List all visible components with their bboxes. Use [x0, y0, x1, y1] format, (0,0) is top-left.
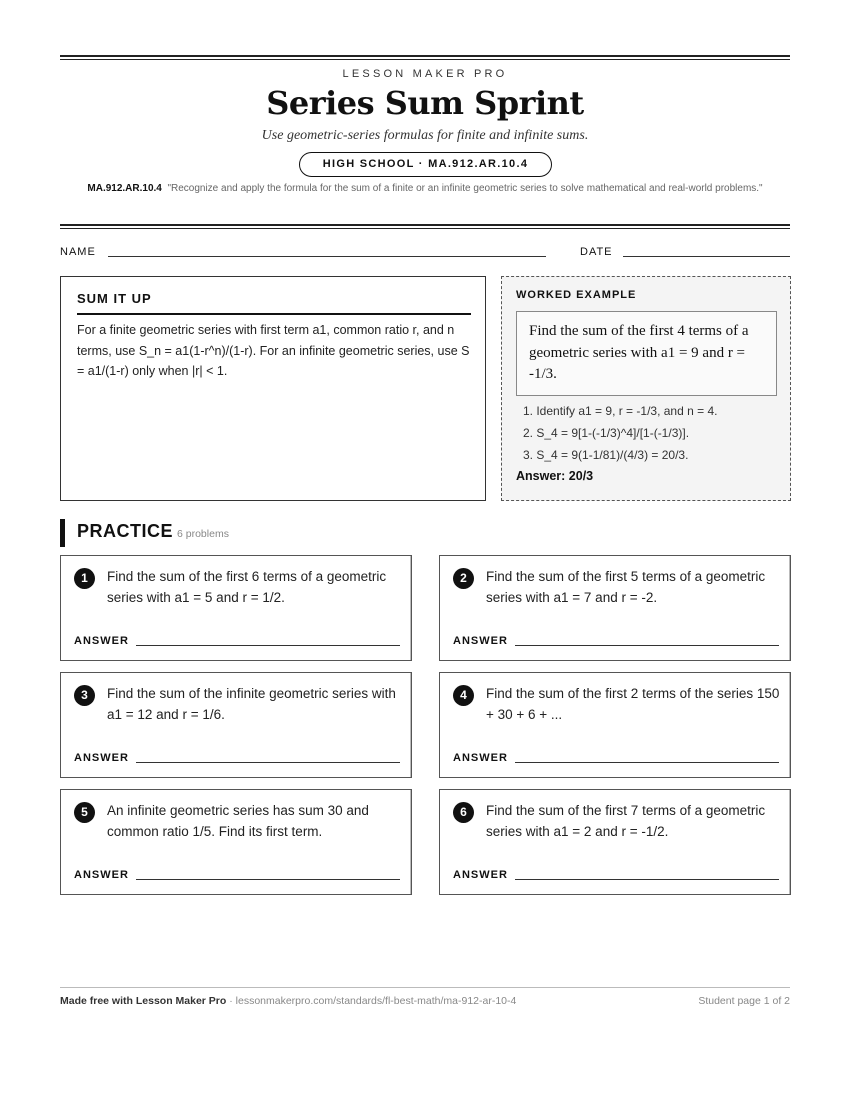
standard-text: "Recognize and apply the formula for the sum of a finite or an infinite geometric series to solve mathematical and real-world problems." [167, 183, 763, 194]
worked-example-step: 3. S_4 = 9(1-1/81)/(4/3) = 20/3. [523, 448, 689, 462]
practice-accent-bar [60, 519, 65, 547]
practice-card-6 [439, 789, 791, 895]
practice-count: 6 problems [177, 528, 229, 540]
problem-number-badge: 5 [74, 802, 95, 823]
footer-made-with: Made free with Lesson Maker Pro [60, 995, 227, 1007]
problem-text: Find the sum of the infinite geometric series with a1 = 12 and r = 1/6. [107, 686, 396, 722]
practice-card-4 [439, 672, 791, 778]
answer-label: ANSWER [74, 635, 129, 647]
problem-number-badge: 1 [74, 568, 95, 589]
top-rule-thin [60, 59, 790, 60]
worked-example-answer: Answer: 20/3 [516, 469, 594, 483]
answer-line[interactable] [515, 645, 779, 646]
problem-text: Find the sum of the first 2 terms of the series 150 + 30 + 6 + ... [486, 686, 780, 722]
brand-name: LESSON MAKER PRO [342, 68, 508, 80]
page-title: Series Sum Sprint [266, 84, 584, 122]
answer-line[interactable] [136, 762, 400, 763]
answer-line[interactable] [136, 645, 400, 646]
name-line[interactable] [108, 256, 546, 257]
page-subtitle: Use geometric-series formulas for finite and infinite sums. [261, 128, 589, 143]
problem-text: Find the sum of the first 7 terms of a geometric series with a1 = 2 and r = -1/2. [486, 803, 766, 839]
problem-text: Find the sum of the first 5 terms of a geometric series with a1 = 7 and r = -2. [486, 569, 766, 605]
header-bottom-rule-thick [60, 224, 790, 226]
practice-card-3 [60, 672, 412, 778]
practice-card-5 [60, 789, 412, 895]
sum-it-up-box [60, 276, 486, 501]
problem-number-badge: 4 [453, 685, 474, 706]
top-rule-thick [60, 55, 790, 57]
worked-example-step: 2. S_4 = 9[1-(-1/3)^4]/[1-(-1/3)]. [523, 426, 690, 440]
grade-standard-badge: HIGH SCHOOL · MA.912.AR.10.4 [299, 152, 552, 177]
answer-line[interactable] [515, 762, 779, 763]
answer-label: ANSWER [453, 869, 508, 881]
problem-number-badge: 2 [453, 568, 474, 589]
answer-label: ANSWER [74, 752, 129, 764]
standard-code: MA.912.AR.10.4 [87, 183, 162, 194]
practice-card-1 [60, 555, 412, 661]
practice-heading: PRACTICE [77, 521, 174, 541]
worked-example-box [501, 276, 791, 501]
date-line[interactable] [623, 256, 790, 257]
footer-page-number: Student page 1 of 2 [698, 995, 790, 1007]
answer-label: ANSWER [74, 869, 129, 881]
sum-it-up-rule [77, 313, 471, 315]
answer-label: ANSWER [453, 635, 508, 647]
practice-card-2 [439, 555, 791, 661]
problem-number-badge: 3 [74, 685, 95, 706]
problem-number-badge: 6 [453, 802, 474, 823]
standard-description [60, 181, 790, 197]
date-label: DATE [580, 246, 613, 258]
worked-example-problem: Find the sum of the first 4 terms of a geometric series with a1 = 9 and r = -1/3. [516, 311, 777, 396]
worked-example-step: 1. Identify a1 = 9, r = -1/3, and n = 4. [523, 404, 718, 418]
sum-it-up-text: For a finite geometric series with first term a1, common ratio r, and n terms, use S_n = a1(1-r^n)/(1-r). For an infinite geometric series, use S = a1/(1-r) only when |r| < 1. [77, 323, 470, 378]
footer-url-link[interactable]: lessonmakerpro.com/standards/fl-best-math/ma-912-ar-10-4 [235, 995, 517, 1007]
footer-rule [60, 987, 790, 988]
problem-text: Find the sum of the first 6 terms of a geometric series with a1 = 5 and r = 1/2. [107, 569, 387, 605]
worked-example-steps [523, 400, 785, 466]
answer-line[interactable] [136, 879, 400, 880]
name-label: NAME [60, 246, 96, 258]
footer-credit [60, 995, 516, 1007]
answer-line[interactable] [515, 879, 779, 880]
answer-label: ANSWER [453, 752, 508, 764]
sum-it-up-heading: SUM IT UP [77, 291, 152, 306]
footer-separator: · [226, 995, 236, 1007]
problem-text: An infinite geometric series has sum 30 and common ratio 1/5. Find its first term. [107, 803, 369, 839]
worked-example-heading: WORKED EXAMPLE [516, 289, 637, 301]
header-bottom-rule-thin [60, 228, 790, 229]
